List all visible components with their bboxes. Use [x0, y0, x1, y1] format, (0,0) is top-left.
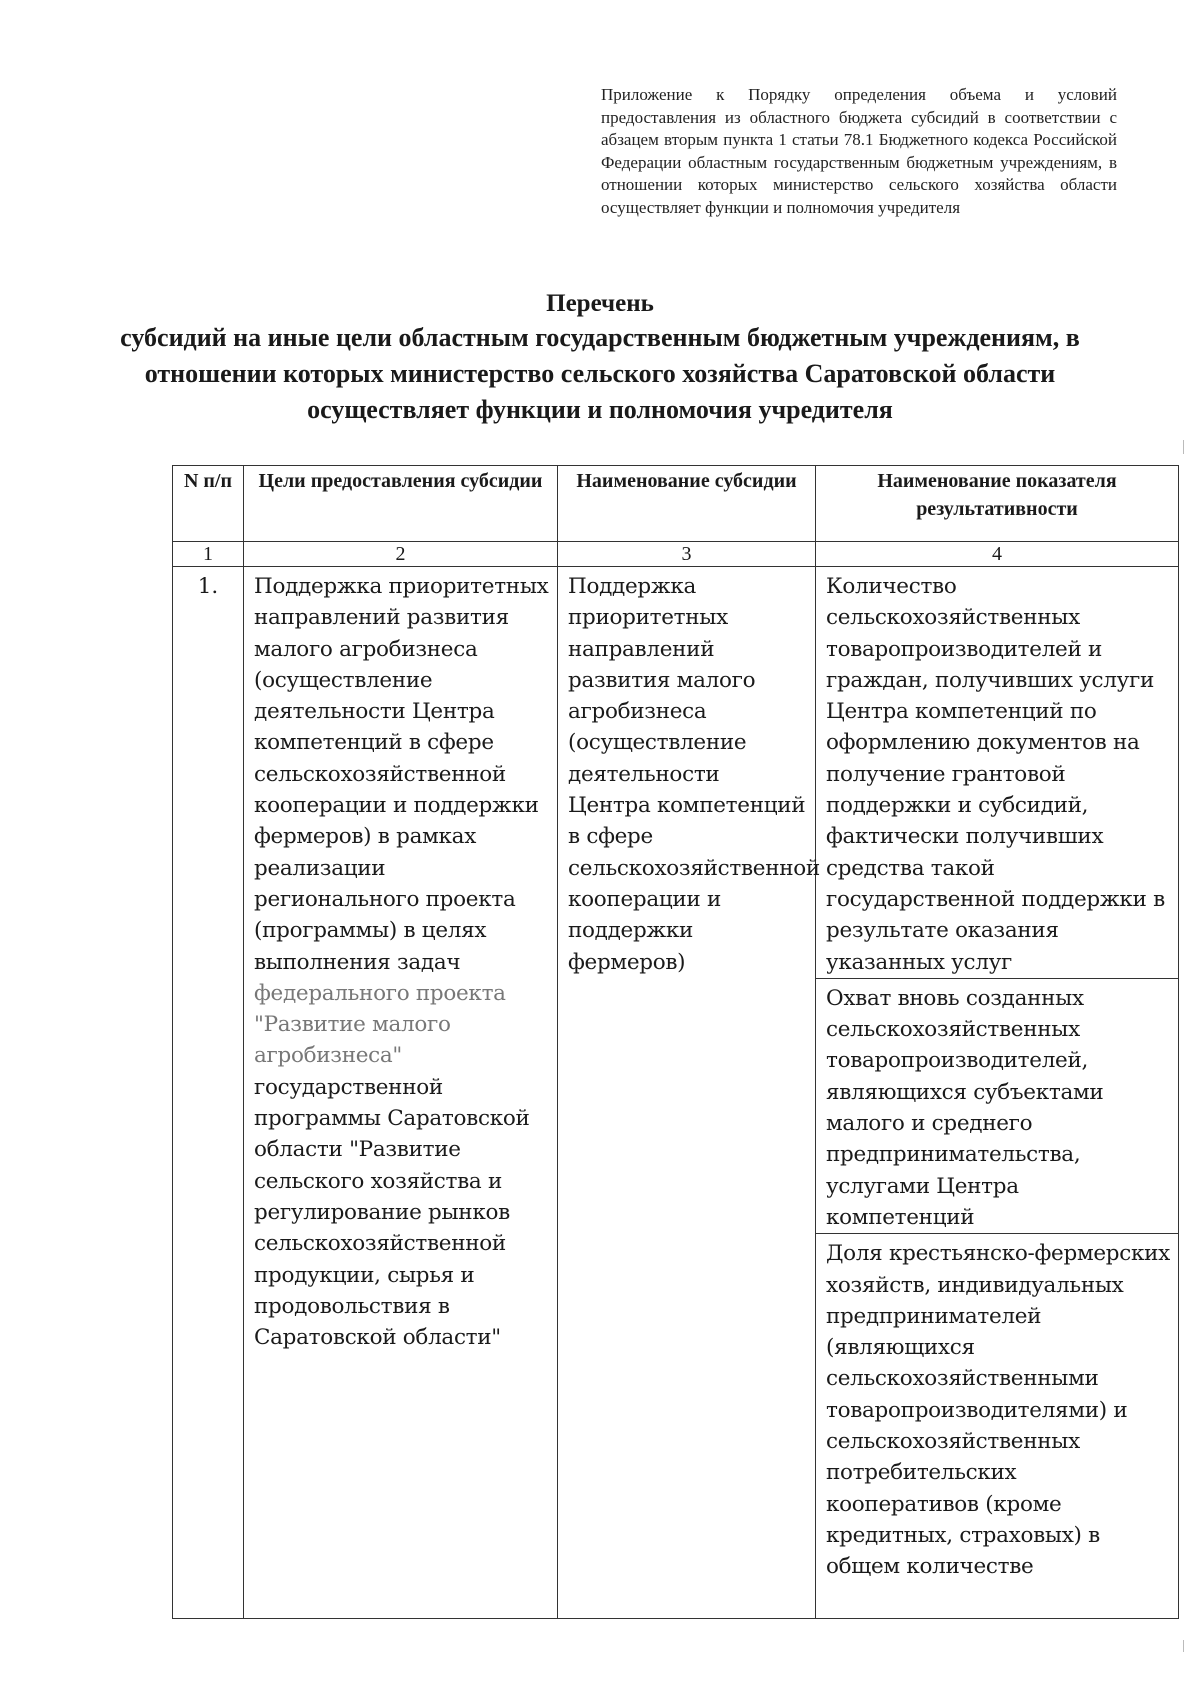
table-row — [173, 567, 1179, 1619]
goals-text-federal-project: федерального проекта "Развитие малого агробизнеса" — [254, 980, 506, 1069]
column-number-row — [173, 542, 1179, 567]
column-number: 2 — [244, 542, 558, 567]
subsidy-name-cell: Поддержка приоритетных направлений развития малого агробизнеса (осуществление деятельности Центра компетенций в сфере сельскохозяйственной кооперации и поддержки фермеров) — [558, 567, 816, 1619]
goals-cell — [244, 567, 558, 1619]
title-heading: Перечень — [546, 290, 654, 317]
indicator-cell — [816, 567, 1179, 1619]
indicator-item: Охват вновь созданных сельскохозяйственных товаропроизводителей, являющихся субъектами малого и среднего предпринимательства, услугами Центра компетенций — [816, 978, 1178, 1233]
table-header-row — [173, 466, 1179, 542]
header-goals: Цели предоставления субсидии — [244, 466, 558, 542]
header-subsidy-name: Наименование субсидии — [558, 466, 816, 542]
appendix-note: Приложение к Порядку определения объема и условий предоставления из областного бюджета субсидий в соответствии с абзацем вторым пункта 1 статьи 78.1 Бюджетного кодекса Российской Федерации областным государственным бюджетным учреждениям, в отношении которых министерство сельского хозяйства области осуществляет функции и полномочия учредителя — [601, 85, 1117, 217]
document-title — [100, 288, 1100, 428]
header-num: N п/п — [173, 466, 244, 542]
header-indicator: Наименование показателя результативности — [816, 466, 1179, 542]
goals-text-state-program: государственной программы Саратовской области "Развитие сельского хозяйства и регулирование рынков сельскохозяйственной продукции, сырья и продовольствия в Саратовской области" — [254, 1074, 530, 1351]
indicator-item: Доля крестьянско-фермерских хозяйств, индивидуальных предпринимателей (являющихся сельскохозяйственными товаропроизводителями) и сельскохозяйственных потребительских кооперативов (кроме кредитных, страховых) в общем количестве — [816, 1233, 1178, 1618]
column-number: 4 — [816, 542, 1179, 567]
column-number: 1 — [173, 542, 244, 567]
goals-text: Поддержка приоритетных направлений развития малого агробизнеса (осуществление деятельности Центра компетенций в сфере сельскохозяйственной кооперации и поддержки фермеров) в рамках реализации регионального проекта (программы) в целях выполнения задач — [254, 574, 549, 975]
scan-edge-mark — [1183, 440, 1184, 454]
subsidy-table — [172, 465, 1179, 1619]
scan-edge-mark — [1183, 1640, 1184, 1652]
row-number: 1. — [173, 567, 244, 1619]
title-subtitle: субсидий на иные цели областным государственным бюджетным учреждениям, в отношении которых министерство сельского хозяйства Саратовской области осуществляет функции и полномочия учредителя — [120, 323, 1080, 424]
column-number: 3 — [558, 542, 816, 567]
indicator-item: Количество сельскохозяйственных товаропроизводителей и граждан, получивших услуги Центра компетенций по оформлению документов на получение грантовой поддержки и субсидий, фактически получивших средства такой государственной поддержки в результате оказания указанных услуг — [826, 574, 1165, 975]
